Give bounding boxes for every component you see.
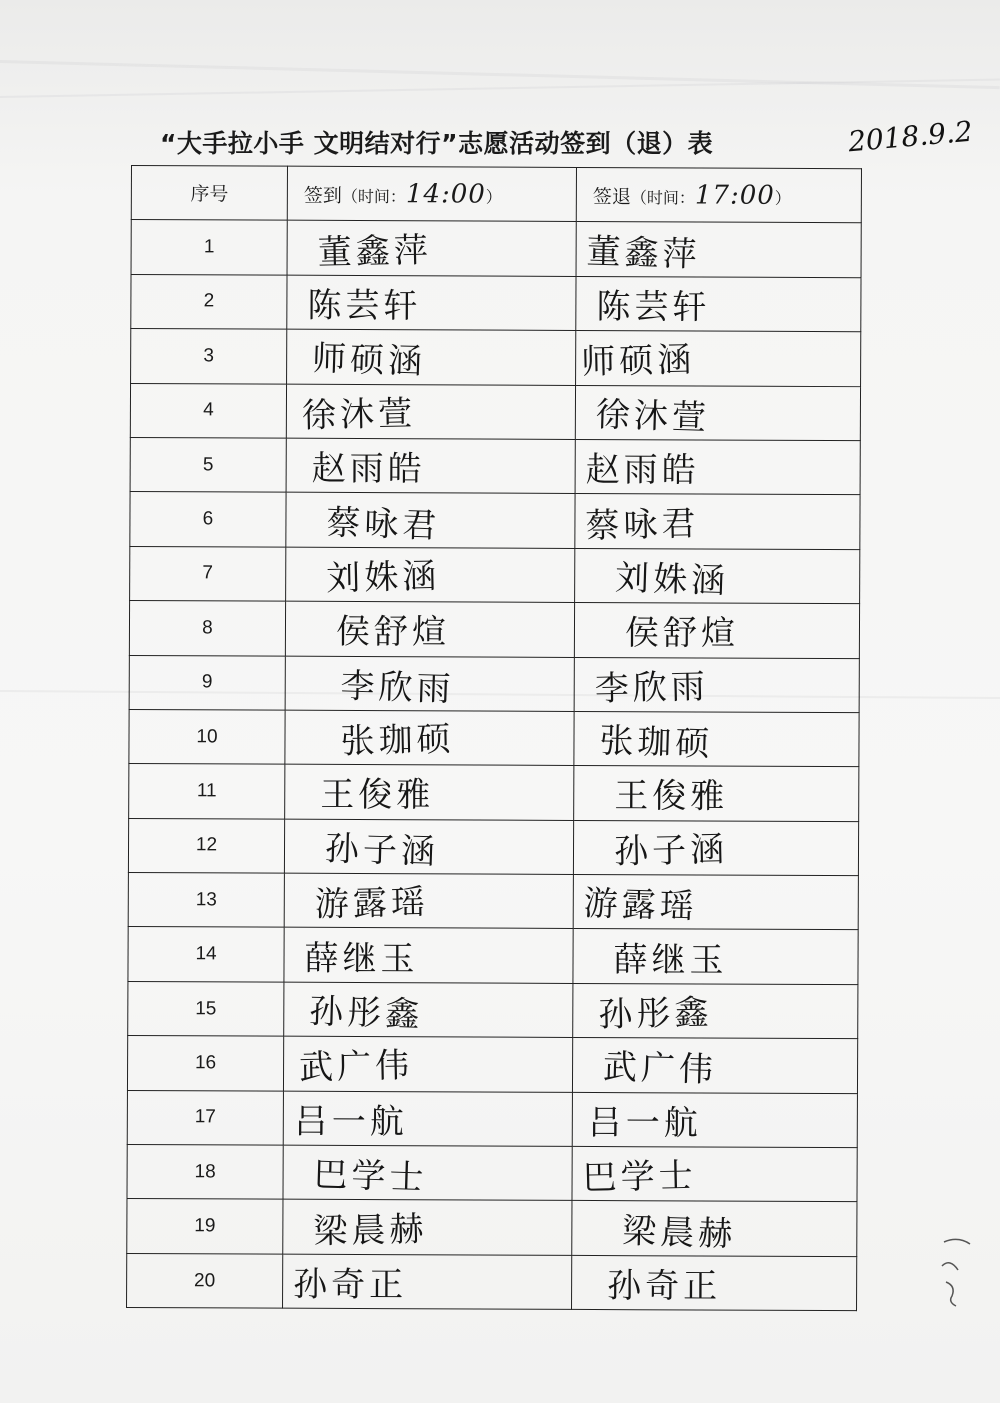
checkout-name: 游露瑶 <box>583 883 699 928</box>
header-checkin-time-suffix: ） <box>485 187 502 207</box>
header-checkout-time-value: 17:00 <box>694 180 775 211</box>
pen-mark-icon <box>936 1222 976 1312</box>
table-header-row <box>131 166 861 224</box>
checkout-name: 薛继玉 <box>613 939 728 981</box>
row-index: 16 <box>127 1036 283 1091</box>
paper-crease <box>0 60 1000 89</box>
checkin-name: 徐沐萱 <box>301 393 417 436</box>
table-row <box>127 1036 857 1094</box>
checkout-signature <box>574 657 859 713</box>
checkin-name: 武广伟 <box>298 1045 414 1089</box>
row-index: 15 <box>128 981 284 1036</box>
row-index: 18 <box>127 1145 283 1200</box>
checkin-name: 李欣雨 <box>340 665 456 710</box>
table-row <box>129 709 859 767</box>
row-index: 13 <box>128 873 284 928</box>
table-row <box>128 927 858 985</box>
checkin-signature <box>284 873 573 929</box>
checkout-name: 师硕涵 <box>580 340 696 383</box>
checkout-signature <box>575 439 860 495</box>
checkin-name: 吕一航 <box>293 1101 408 1143</box>
table-row <box>131 274 861 332</box>
checkout-name: 吕一航 <box>587 1102 702 1144</box>
sheet-title: “大手拉小手 文明结对行”志愿活动签到（退）表 <box>160 129 714 158</box>
checkin-name: 陈芸轩 <box>307 285 422 327</box>
table-body <box>127 220 862 1311</box>
checkin-signature <box>287 275 576 331</box>
checkout-signature <box>574 603 859 659</box>
checkout-signature <box>572 1255 857 1311</box>
header-checkin <box>287 166 576 222</box>
checkin-name: 张珈硕 <box>340 719 455 762</box>
row-index: 6 <box>130 492 286 547</box>
checkin-signature <box>283 1145 572 1201</box>
checkin-signature <box>286 384 575 440</box>
header-checkin-label: 签到 <box>303 184 342 207</box>
checkout-name: 孙子涵 <box>613 829 729 872</box>
row-index: 4 <box>130 383 286 438</box>
checkout-name: 张珈硕 <box>598 720 714 765</box>
checkout-signature <box>572 1092 857 1148</box>
row-index: 11 <box>129 764 285 819</box>
row-index: 8 <box>129 601 285 656</box>
table-row <box>130 437 860 495</box>
checkout-name: 孙彤鑫 <box>597 992 713 1036</box>
row-index: 17 <box>127 1090 283 1145</box>
checkout-name: 李欣雨 <box>594 666 710 709</box>
checkin-name: 师硕涵 <box>311 338 427 383</box>
checkout-signature <box>573 875 858 931</box>
title-row <box>160 114 974 170</box>
checkout-signature <box>576 222 861 278</box>
table-row <box>131 220 861 278</box>
checkin-name: 巴学士 <box>312 1154 429 1199</box>
checkin-signature <box>287 329 576 385</box>
checkin-name: 赵雨皓 <box>311 448 426 490</box>
header-index: 序号 <box>131 166 287 221</box>
checkout-name: 董鑫萍 <box>585 231 702 275</box>
checkout-signature <box>573 820 858 876</box>
row-index: 5 <box>130 437 286 492</box>
table-row <box>130 492 860 550</box>
checkout-signature <box>572 1038 857 1094</box>
row-index: 19 <box>127 1199 283 1254</box>
row-index: 2 <box>131 274 287 329</box>
header-checkout-time-suffix: ） <box>774 188 791 208</box>
checkout-signature <box>572 1146 857 1202</box>
checkout-signature <box>573 983 858 1039</box>
checkin-signature <box>285 601 574 657</box>
checkin-signature <box>286 547 575 603</box>
checkin-signature <box>283 1091 572 1147</box>
table-row <box>129 764 859 822</box>
handwritten-date: 2018.9.2 <box>846 114 974 159</box>
table-row <box>130 546 860 604</box>
checkin-name: 梁晨赫 <box>313 1209 428 1252</box>
table-row <box>127 1145 857 1203</box>
header-checkin-time-value: 14:00 <box>405 178 486 210</box>
checkin-name: 王俊雅 <box>320 775 435 816</box>
checkin-signature <box>283 1036 572 1092</box>
checkout-name: 徐沐萱 <box>595 394 711 439</box>
checkout-name: 陈芸轩 <box>596 287 711 328</box>
table-row <box>128 818 858 876</box>
checkout-signature <box>576 331 861 387</box>
checkin-name: 蔡咏君 <box>325 502 441 546</box>
row-index: 1 <box>131 220 287 275</box>
header-checkout-label: 签退 <box>592 185 631 208</box>
table-row <box>131 329 861 387</box>
checkin-signature <box>284 982 573 1038</box>
checkout-signature <box>575 548 860 604</box>
header-checkin-time-prefix: （时间： <box>341 186 406 206</box>
signin-table <box>126 165 862 1311</box>
checkin-name: 董鑫萍 <box>317 230 433 273</box>
checkout-signature <box>573 929 858 985</box>
table-row <box>128 873 858 931</box>
table-row <box>127 1090 857 1148</box>
checkout-name: 侯舒煊 <box>624 613 740 654</box>
checkout-signature <box>575 494 860 550</box>
checkin-name: 游露瑶 <box>314 882 430 926</box>
header-checkout-time-prefix: （时间： <box>630 187 695 208</box>
row-index: 20 <box>127 1253 283 1308</box>
checkin-signature <box>286 493 575 549</box>
table-row <box>129 655 859 713</box>
checkout-name: 巴学士 <box>582 1156 698 1199</box>
checkout-signature <box>576 276 861 332</box>
checkout-signature <box>572 1201 857 1257</box>
table-row <box>127 1253 857 1311</box>
checkin-signature <box>284 819 573 875</box>
checkin-name: 孙彤鑫 <box>308 991 424 1036</box>
checkout-name: 孙奇正 <box>607 1266 722 1307</box>
row-index: 10 <box>129 709 285 764</box>
checkin-signature <box>283 1254 572 1310</box>
checkin-signature <box>285 764 574 820</box>
checkout-name: 武广伟 <box>602 1047 718 1091</box>
checkout-name: 梁晨赫 <box>621 1210 737 1255</box>
checkin-name: 刘姝涵 <box>325 556 441 599</box>
checkin-name: 孙奇正 <box>293 1264 408 1306</box>
paper-crease <box>0 79 1000 98</box>
checkin-signature <box>285 710 574 766</box>
checkin-name: 孙子涵 <box>324 828 440 873</box>
checkin-signature <box>283 1200 572 1256</box>
checkout-name: 王俊雅 <box>614 776 729 818</box>
checkin-signature <box>285 656 574 712</box>
row-index: 12 <box>128 818 284 873</box>
row-index: 14 <box>128 927 284 982</box>
checkout-signature <box>575 385 860 441</box>
checkout-signature <box>574 711 859 767</box>
checkin-name: 侯舒煊 <box>335 612 451 653</box>
table-row <box>130 383 860 441</box>
row-index: 3 <box>131 329 287 384</box>
row-index: 7 <box>130 546 286 601</box>
row-index: 9 <box>129 655 285 710</box>
header-checkout <box>576 167 861 223</box>
checkout-signature <box>574 766 859 822</box>
checkout-name: 赵雨皓 <box>585 450 700 491</box>
table-row <box>127 1199 857 1257</box>
checkin-name: 薛继玉 <box>304 938 419 979</box>
checkin-signature <box>286 438 575 494</box>
checkout-name: 刘姝涵 <box>614 558 730 602</box>
table-row <box>129 601 859 659</box>
table-row <box>128 981 858 1039</box>
checkout-name: 蔡咏君 <box>585 503 700 546</box>
checkin-signature <box>287 221 576 277</box>
checkin-signature <box>284 928 573 984</box>
